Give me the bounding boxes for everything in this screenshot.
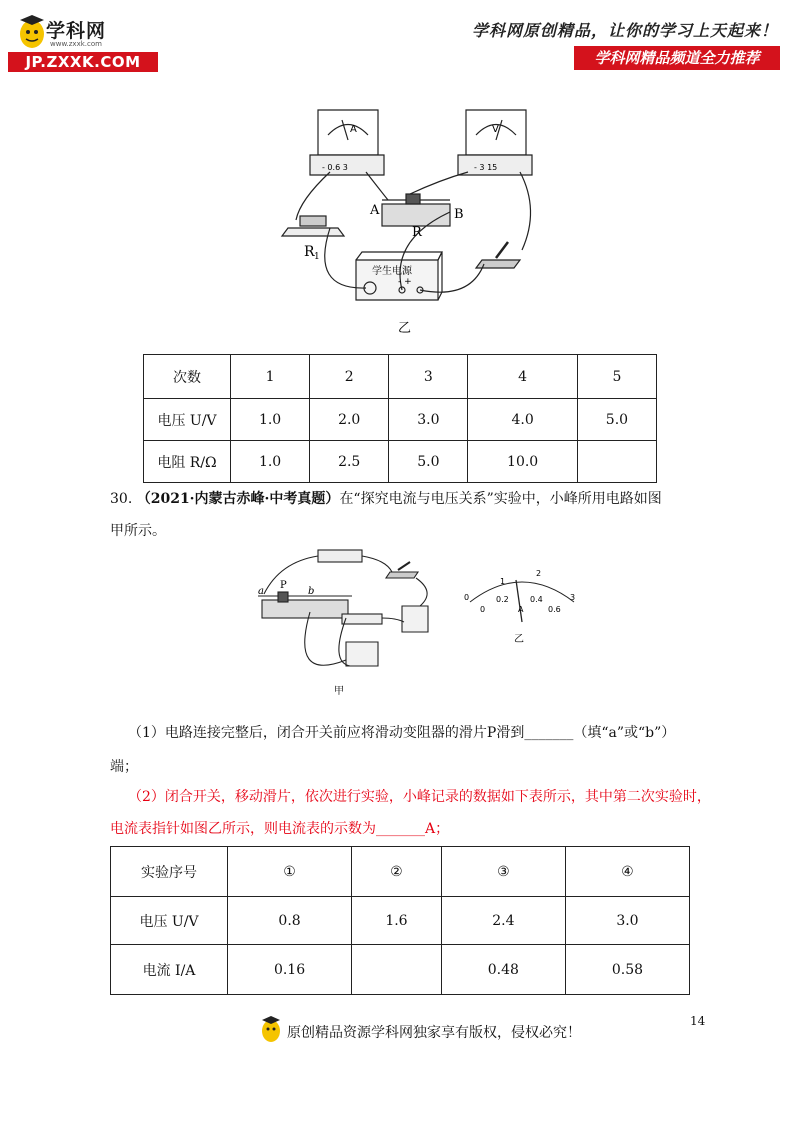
table-cell: 2.5 — [310, 441, 389, 483]
table-row — [111, 897, 690, 945]
figure-jia-caption: 甲 — [334, 686, 344, 697]
table-cell: 5.0 — [389, 441, 468, 483]
dial-top-1: 1 — [500, 577, 506, 586]
dial-caption: 乙 — [514, 634, 524, 645]
logo-text: 学科网 — [46, 20, 107, 42]
circuit-diagram-top — [270, 100, 560, 340]
table-cell: 5 — [577, 355, 656, 399]
table-row — [144, 441, 657, 483]
table-cell: 2.0 — [310, 399, 389, 441]
ammeter-scale: - 0.6 3 — [322, 163, 348, 172]
page-number: 14 — [690, 1014, 706, 1028]
table-cell: 实验序号 — [111, 847, 228, 897]
table-cell: 3.0 — [389, 399, 468, 441]
table-row — [111, 945, 690, 995]
footer-copyright: 原创精品资源学科网独家享有版权，侵权必究！ — [287, 1025, 581, 1041]
label-R: R — [412, 225, 422, 240]
dial-unit: A — [518, 605, 524, 614]
table-cell: 0.58 — [565, 945, 689, 995]
table-cell: 电压 U/V — [111, 897, 228, 945]
table-cell: 0.16 — [228, 945, 352, 995]
sub-question-2-line1: （2）闭合开关，移动滑片，依次进行实验，小峰记录的数据如下表所示，其中第二次实验时， — [128, 789, 711, 805]
table-cell: ① — [228, 847, 352, 897]
header-slogan: 学科网原创精品，让你的学习上天起来！ — [471, 21, 778, 40]
table-cell: 4 — [468, 355, 577, 399]
table-cell: 3.0 — [565, 897, 689, 945]
ammeter-dial — [460, 562, 590, 652]
dial-top-start: 0 — [464, 593, 470, 602]
label-b: b — [308, 586, 315, 597]
dial-bottom-end: 0.6 — [548, 605, 561, 614]
site-url[interactable]: JP.ZXXK.COM — [8, 52, 158, 72]
dial-bottom-2: 0.4 — [530, 595, 543, 604]
dial-top-end: 3 — [570, 593, 576, 602]
table-cell: 2 — [310, 355, 389, 399]
table-row — [144, 355, 657, 399]
label-R1-sub: 1 — [314, 252, 320, 262]
question-source: （2021·内蒙古赤峰·中考真题） — [136, 491, 340, 507]
table-voltage-current — [110, 846, 690, 995]
dial-bottom-start: 0 — [480, 605, 486, 614]
label-A: A — [370, 203, 380, 218]
table-cell: 电流 I/A — [111, 945, 228, 995]
label-R1: R — [304, 244, 315, 260]
table-voltage-resistance — [143, 354, 657, 483]
table-cell: 1 — [231, 355, 310, 399]
table-cell: ③ — [441, 847, 565, 897]
dial-top-2: 2 — [536, 569, 542, 578]
table-cell: 电阻 R/Ω — [144, 441, 231, 483]
dial-bottom-1: 0.2 — [496, 595, 509, 604]
mascot-logo-icon — [14, 12, 50, 52]
channel-banner: 学科网精品频道全力推荐 — [574, 46, 780, 70]
question-stem-line1: 在“探究电流与电压关系”实验中，小峰所用电路如图 — [339, 491, 662, 507]
table-cell: 0.48 — [441, 945, 565, 995]
label-B: B — [454, 207, 464, 222]
table-cell — [352, 945, 442, 995]
power-terminals: - + — [398, 277, 412, 287]
power-label: 学生电源 — [372, 266, 412, 277]
logo-subtext: www.zxxk.com — [50, 40, 102, 48]
table-cell: 4.0 — [468, 399, 577, 441]
sub-question-2-line2: 电流表指针如图乙所示，则电流表的示数为_______A； — [110, 821, 450, 837]
voltmeter-symbol: V — [492, 124, 499, 135]
table-cell: 1.0 — [231, 399, 310, 441]
table-cell: 电压 U/V — [144, 399, 231, 441]
sub-question-1-line2: 端； — [110, 759, 138, 775]
label-P: P — [280, 580, 287, 591]
table-cell: 3 — [389, 355, 468, 399]
table-cell: 0.8 — [228, 897, 352, 945]
sub-question-1-line1: （1）电路连接完整后，闭合开关前应将滑动变阻器的滑片P滑到_______（填“a”或“b”） — [128, 725, 676, 741]
table-row — [111, 847, 690, 897]
figure-top-caption: 乙 — [398, 321, 412, 336]
question-30-stem-line2: 甲所示。 — [110, 523, 166, 539]
table-cell: 10.0 — [468, 441, 577, 483]
table-cell: ④ — [565, 847, 689, 897]
table-cell: 1.0 — [231, 441, 310, 483]
table-cell: ② — [352, 847, 442, 897]
question-number: 30. — [110, 491, 133, 507]
circuit-diagram-jia — [250, 542, 450, 702]
table-cell: 次数 — [144, 355, 231, 399]
footer-mascot-icon — [258, 1014, 284, 1044]
question-30-stem — [110, 484, 710, 514]
table-cell — [577, 441, 656, 483]
table-cell: 2.4 — [441, 897, 565, 945]
ammeter-symbol: A — [350, 124, 357, 135]
table-cell: 5.0 — [577, 399, 656, 441]
table-row — [144, 399, 657, 441]
table-cell: 1.6 — [352, 897, 442, 945]
label-a: a — [258, 586, 264, 597]
voltmeter-scale: - 3 15 — [474, 163, 498, 172]
header — [0, 0, 800, 80]
